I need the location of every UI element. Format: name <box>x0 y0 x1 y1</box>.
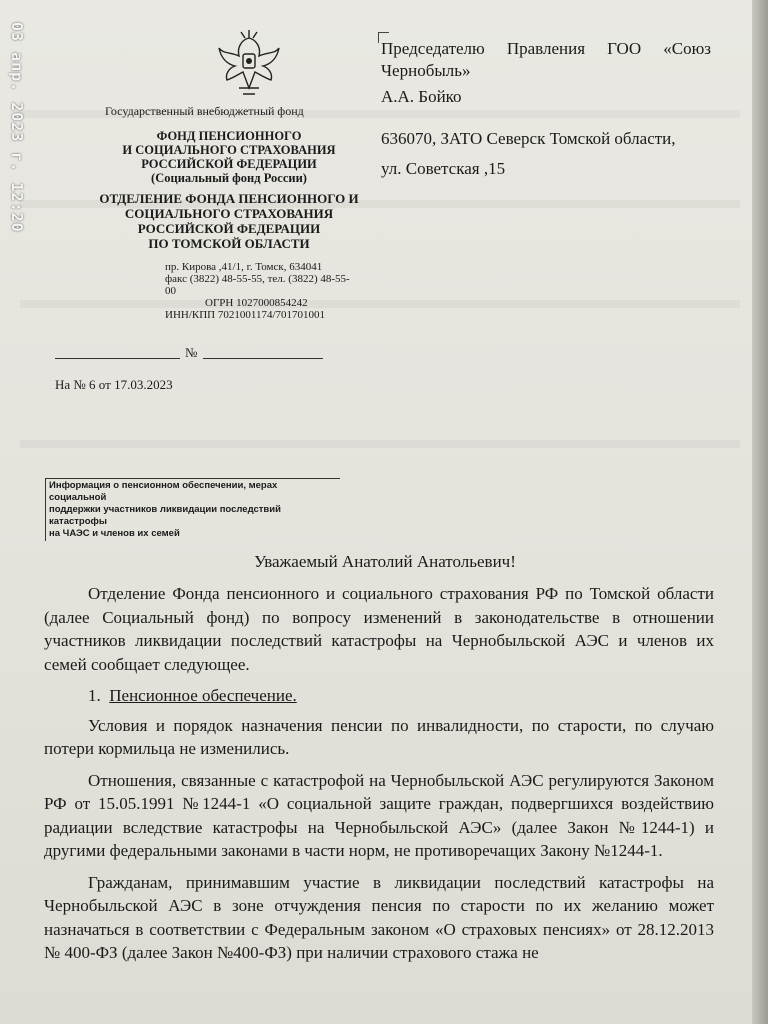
subject-box <box>45 478 340 541</box>
number-blank <box>203 358 323 359</box>
paragraph: Отделение Фонда пенсионного и социального страхования РФ по Томской области (далее Социальный фонд) по вопросу изменений в законодательстве в отношении участников ликвидации последствий катастрофы на Чернобыльской АЭС и членов их семей сообщает следующее. <box>44 584 714 674</box>
branch-name-line: РОССИЙСКОЙ ФЕДЕРАЦИИ <box>137 221 321 236</box>
recipient-position: Председателю Правления ГОО «Союз <box>381 39 711 58</box>
ogrn-line: ОГРН 1027000854242 <box>205 297 308 309</box>
fund-name-line: И СОЦИАЛЬНОГО СТРАХОВАНИЯ <box>122 143 336 157</box>
reference-number: На № 6 от 17.03.2023 <box>55 377 173 392</box>
fund-name-line: РОССИЙСКОЙ ФЕДЕРАЦИИ <box>141 157 317 171</box>
fund-type: Государственный внебюджетный фонд <box>105 104 304 118</box>
subject-line: на ЧАЭС и членов их семей <box>49 528 180 539</box>
photo-timestamp: 03 апр. 2023 г. 12:20 <box>8 22 26 233</box>
address-line: пр. Кирова ,41/1, г. Томск, 634041 <box>165 261 323 273</box>
fund-name-line: ФОНД ПЕНСИОННОГО <box>156 129 302 143</box>
recipient-address-line: ул. Советская ,15 <box>381 159 506 178</box>
phone-line: факс (3822) 48-55-55, тел. (3822) 48-55-00 <box>165 273 350 297</box>
sender-block <box>55 28 359 321</box>
page-edge <box>752 0 768 1024</box>
sender-address <box>165 261 355 321</box>
inn-line: ИНН/КПП 7021001174/701701001 <box>165 309 326 321</box>
section-number: 1. <box>88 686 101 705</box>
paragraph: Гражданам, принимавшим участие в ликвидации последствий катастрофы на Чернобыльской АЭС в зоне отчуждения пенсия по старости по их желанию может назначаться в соответствии с Федеральным законом «О страховых пенсиях» от 28.12.2013 № 400-ФЗ (далее Закон №400-ФЗ) при наличии страхового стажа не <box>44 872 714 962</box>
branch-name-line: ОТДЕЛЕНИЕ ФОНДА ПЕНСИОННОГО И <box>99 191 359 206</box>
date-blank <box>55 358 180 359</box>
bleed-through <box>20 440 740 448</box>
coat-of-arms-icon <box>215 28 283 100</box>
letter-body <box>44 582 714 973</box>
subject-line: Информация о пенсионном обеспечении, мерах социальной <box>49 480 278 503</box>
recipient-name: А.А. Бойко <box>381 87 462 106</box>
recipient-block <box>381 38 711 184</box>
fund-short-name: (Социальный фонд России) <box>151 171 307 185</box>
paragraph: Условия и порядок назначения пенсии по инвалидности, по старости, по случаю потери кормильца не изменились. <box>44 715 714 758</box>
number-sign: № <box>185 345 198 360</box>
salutation: Уважаемый Анатолий Анатольевич! <box>254 552 516 571</box>
section-heading <box>44 684 714 708</box>
recipient-address-line: 636070, ЗАТО Северск Томской области, <box>381 129 676 148</box>
paragraph: Отношения, связанные с катастрофой на Чернобыльской АЭС регулируются Законом РФ от 15.05.1991 №1244-1 «О социальной защите граждан, подвергшихся воздействию радиации вследствие катастрофы на Чернобыльской АЭС» (далее Закон №1244-1) и другими федеральными законами в части норм, не противоречащих Закону №1244-1. <box>44 770 714 860</box>
branch-name-line: ПО ТОМСКОЙ ОБЛАСТИ <box>148 236 310 251</box>
subject-line: поддержки участников ликвидации последствий катастрофы <box>49 504 281 527</box>
fund-name <box>79 129 379 171</box>
branch-name-line: СОЦИАЛЬНОГО СТРАХОВАНИЯ <box>124 206 334 221</box>
branch-name <box>79 191 379 251</box>
recipient-position: Чернобыль» <box>381 61 471 80</box>
section-title: Пенсионное обеспечение. <box>109 686 297 705</box>
recipient-address <box>381 124 711 184</box>
